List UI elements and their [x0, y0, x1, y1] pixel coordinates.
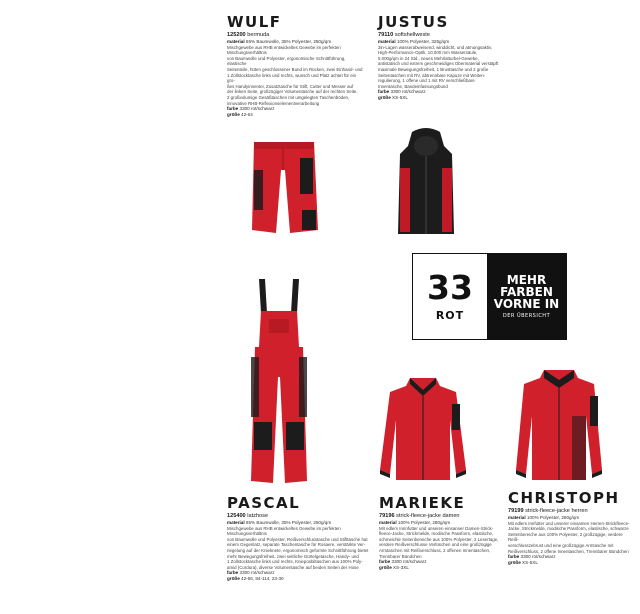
color-label: farbe	[227, 106, 239, 112]
description-line: Reißverschluss, 2 offene Innentaschen, Trennbarer Bündchen	[508, 548, 629, 554]
description-line: Mischgewebe aus RHB entwickeltes Gewebe im perfekten Mischungsverhältnis	[227, 44, 341, 56]
description-line: 1 Zollstocktasche links und rechts, wunsch und Platz achtet für ein gro-	[227, 72, 357, 84]
product-code: 125400	[227, 513, 246, 519]
size-value: XS-5XL	[392, 94, 408, 100]
product-name: MARIEKE	[379, 494, 466, 512]
material-value: 65% Baumwolle, 35% Polyester, 250g/qm	[245, 39, 332, 44]
description-line: Mit edlem Innnfutter und unseren einsanner Damen-Strick-	[379, 525, 494, 531]
material-label: material	[379, 520, 397, 525]
product-description	[227, 526, 369, 571]
description-line: amid (Cordura), diverse Volumentasche auf beiden Seiten der Hose	[227, 564, 359, 570]
description-line: antistatisch und extrem geschmeidiges Obermaterial verstäpft	[378, 61, 499, 67]
description-line: Jacke, Strickmelde, modische Passform, elastische, schwarze	[508, 526, 629, 532]
product-name: WULF	[227, 13, 282, 31]
size-label: größe	[227, 575, 240, 581]
description-line: verschlusszebrust und eine großzügige Armtasche mit	[508, 542, 614, 548]
color-number: 33	[427, 267, 473, 307]
description-line: schmeichle Seitenbereiche aus 100% Polyester, 2 Lesertage,	[379, 536, 499, 542]
description-line: regulierung, 1 offene und 1 mit RV verschließbare	[378, 78, 475, 84]
description-line: Mischgewebe aus RHB entwickeltes Gewebe im perfekten Mischungsverhältnis	[227, 525, 341, 537]
description-line: 2 großvolumige Gesäßtaschen mit umgelegten Taschenböden,	[227, 94, 350, 100]
color-value: 3300 rot/schwarz	[520, 554, 556, 560]
size-value: 42-64	[241, 111, 253, 117]
material-label: material	[508, 515, 526, 520]
color-value: 3300 rot/schwarz	[391, 559, 427, 565]
product-code: 125200	[227, 32, 246, 38]
color-label: farbe	[227, 570, 239, 576]
product-description	[378, 45, 516, 90]
description-line: ßes Handyinnentei, Zusatztasche für Stift, Cutter und Messer auf	[227, 83, 354, 89]
description-line: innovative RHB-Reflexionselementverarbeitung	[227, 100, 320, 106]
mens-fleece-jacket-image	[514, 366, 604, 484]
size-label: größe	[379, 564, 392, 570]
description-line: verdere Reißverschlusse Verlüschen und eine großzügige	[379, 542, 492, 548]
size-value: XS-5XL	[522, 559, 538, 565]
product-wulf	[227, 14, 365, 117]
description-line: riegelung auf der Knieknete, ergonomisch geformte Schnittführung bietet	[227, 547, 369, 553]
dungarees-image	[247, 277, 311, 485]
product-name: CHRISTOPH	[508, 489, 620, 507]
size-label: größe	[378, 94, 391, 100]
color-label: farbe	[379, 559, 391, 565]
color-value: 3300 rot/schwarz	[239, 570, 275, 576]
product-type: softshellweste	[394, 32, 430, 38]
product-code: 79110	[378, 32, 394, 38]
product-code: 79199	[508, 508, 524, 514]
description-line: mehr Bewegungsfreiheit, zwei seitliche Gürtelgetasche, Handy- und	[227, 553, 359, 559]
description-line: maximale Bewegungsfreiheit, 1 Brusttasche und 2 große	[378, 66, 489, 72]
product-description	[227, 45, 365, 107]
more-colors-line: VORNE IN	[493, 297, 560, 311]
color-value: 3300 rot/schwarz	[239, 106, 275, 112]
more-colors-line: FARBEN	[500, 285, 553, 299]
description-line: von Baumwolle und Polyester, ergonomische Schnittführung, elastische	[227, 55, 346, 67]
description-line: Innentasche, Bandeinfassungsbund	[378, 83, 448, 89]
product-pascal	[227, 495, 369, 582]
bermuda-shorts-image	[248, 140, 320, 235]
more-colors-line: DER ÜBERSICHT	[502, 313, 551, 319]
size-value: XS-3XL	[393, 564, 409, 570]
description-line: 1 Zollstocktasche links und rechts, Knieposbiltaschen aus 100% Poly-	[227, 559, 363, 565]
material-value: 100% Polyester, 280g/qm	[526, 515, 580, 520]
description-line: High-Performance-Optik, 10.000 mm Wassersäule,	[378, 50, 478, 56]
color-label: farbe	[378, 89, 390, 95]
more-colors-panel	[487, 254, 566, 339]
womens-fleece-jacket-image	[378, 374, 468, 484]
color-value: 3300 rot/schwarz	[390, 89, 426, 95]
softshell-vest-image	[394, 128, 458, 238]
description-line: von Baumwolle und Polyester, Reißverschlusstasche und Stifttasche hat	[227, 536, 368, 542]
size-label: größe	[508, 559, 521, 565]
product-type: bermuda	[247, 32, 270, 38]
product-description	[508, 521, 634, 555]
size-label: größe	[227, 111, 240, 117]
color-label: farbe	[508, 554, 520, 560]
product-type: latzhose	[247, 513, 269, 519]
description-line: Trennbarer Bündchen	[379, 553, 422, 559]
description-line: Seitenteile, hüten geschlossener Bund im Rücken, zwei Einhand- und	[227, 66, 363, 72]
product-type: strick-fleece-jacke damen	[396, 513, 460, 519]
color-name: ROT	[435, 308, 465, 322]
material-label: material	[227, 39, 245, 44]
product-marieke	[379, 495, 505, 570]
more-colors-line: MEHR	[506, 273, 547, 287]
product-justus	[378, 14, 516, 101]
description-line: der linken Seite, großzügiger Volumentasche auf der rechten Seite,	[227, 89, 358, 95]
product-description	[379, 526, 505, 560]
material-label: material	[227, 520, 245, 525]
description-line: 3in-Lagen wasserabweisend, winddicht, und atmungsaktiv,	[378, 44, 493, 50]
material-value: 65% Baumwolle, 35% Polyester, 250g/qm	[245, 520, 332, 525]
material-label: material	[378, 39, 396, 44]
size-value: 42-66, 84-114, 23-30	[241, 575, 284, 581]
material-value: 100% Polyester, 325g/qm	[396, 39, 450, 44]
description-line: Armtaschen mit Reißverschluss, 2 offenen Innentaschen,	[379, 547, 491, 553]
color-overview-badge	[412, 253, 567, 340]
product-name: JUSTUS	[378, 13, 449, 31]
material-value: 100% Polyester, 280g/qm	[397, 520, 451, 525]
description-line: fleece-Jacke, Strickmelde, modische Passform, elastische,	[379, 531, 494, 537]
description-line: Seitenbereiche aus 100% Polyester, 2 großzügige, verdere Reiß-	[508, 531, 623, 543]
product-type: strick-fleece-jacke herren	[525, 508, 588, 514]
description-line: Seitentaschen mit RV, abtrennbare Kapuze mit Weiten-	[378, 72, 486, 78]
product-christoph	[508, 490, 634, 565]
description-line: einem Gegenlatz, separate Taschentasche für Rosaere, verstärkte Ver-	[227, 542, 366, 548]
product-name: PASCAL	[227, 494, 301, 512]
product-code: 79196	[379, 513, 395, 519]
description-line: 5.000g/qm in 24 Std., neues Mehrlatturbel-Gewebe,	[378, 55, 479, 61]
description-line: Mit edlem Innfutter und unserer einsamen Herren-Strickfleece-	[508, 520, 630, 526]
